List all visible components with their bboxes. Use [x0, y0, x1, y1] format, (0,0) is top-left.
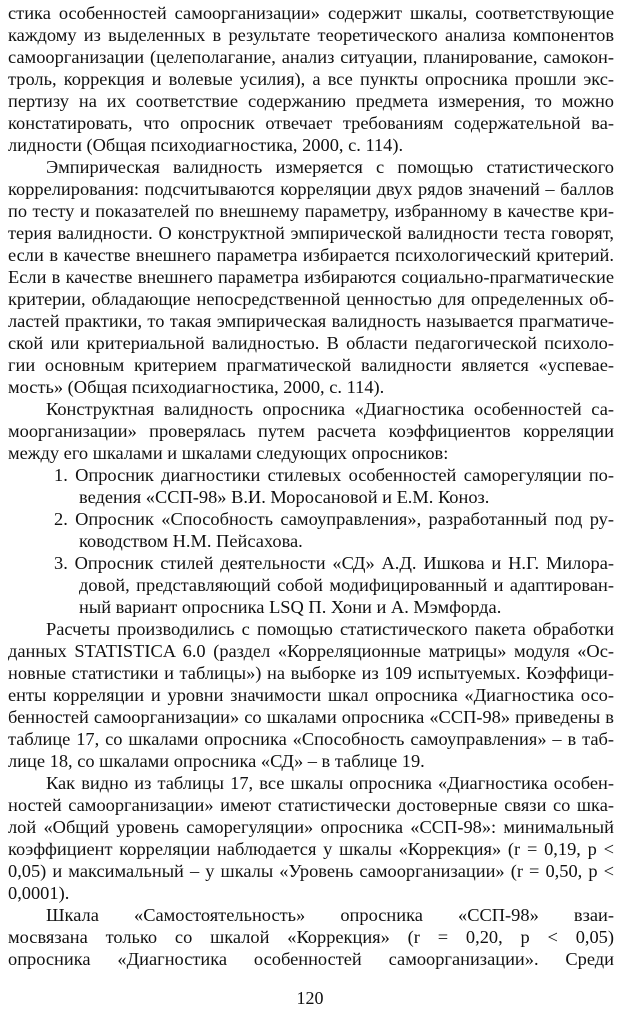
text-line: пертизу на их соответствие содержанию предмета измерения, то можно [8, 91, 614, 111]
text-line: 0,0001). [8, 883, 70, 903]
list-item-continuation: ведения «ССП-98» В.И. Моросановой и Е.М. Коноз. [79, 487, 490, 507]
text-line: ской или критериальной валидностью. В области педагогической психоло- [8, 333, 614, 353]
text-line: констатировать, что опросник отвечает требованиям содержательной ва- [8, 113, 614, 133]
text-line: ностей самоорганизации» имеют статистически достоверные связи со шка- [8, 795, 614, 815]
text-line: между его шкалами и шкалами следующих опросников: [8, 443, 449, 463]
text-line: каждому из выделенных в результате теоретического анализа компонентов [8, 25, 614, 45]
text-line: троль, коррекция и волевые усилия), а все пункты опросника прошли экс- [8, 69, 614, 89]
list-item-continuation: довой, представляющий собой модифицированный и адаптирован- [79, 575, 614, 595]
list-item: 1. Опросник диагностики стилевых особенностей саморегуляции по- [54, 465, 614, 485]
text-line: Если в качестве внешнего параметра избираются социально-прагматические [8, 267, 614, 287]
text-line: если в качестве внешнего параметра избирается психологический критерий. [8, 245, 614, 265]
text-line: Шкала «Самостоятельность» опросника «ССП-98» взаи- [46, 905, 614, 925]
text-line: ластей практики, то такая эмпирическая валидность называется прагматиче- [8, 311, 614, 331]
page-number: 120 [296, 988, 324, 1008]
text-line: гии основным критерием прагматической валидности является «успевае- [8, 355, 614, 375]
text-line: лице 18, со шкалами опросника «СД» – в таблице 19. [8, 751, 425, 771]
list-item-continuation: ководством Н.М. Пейсахова. [79, 531, 303, 551]
text-line: мость» (Общая психодиагностика, 2000, с. 114). [8, 377, 385, 397]
text-line: лидности (Общая психодиагностика, 2000, с. 114). [8, 135, 404, 155]
text-line: Конструктная валидность опросника «Диагностика особенностей са- [46, 399, 614, 419]
text-line: Расчеты производились с помощью статистического пакета обработки [46, 619, 614, 639]
list-item-continuation: ный вариант опросника LSQ П. Хони и А. Мэмфорда. [79, 597, 502, 617]
text-line: Как видно из таблицы 17, все шкалы опросника «Диагностика особен- [46, 773, 614, 793]
text-line: терия валидности. О конструктной эмпирической валидности теста говорят, [8, 223, 614, 243]
text-line: Эмпирическая валидность измеряется с помощью статистического [46, 157, 614, 177]
text-line: по тесту и показателей по внешнему параметру, избранному в качестве кри- [8, 201, 614, 221]
text-line: моорганизации» проверялась путем расчета коэффициентов корреляции [8, 421, 614, 441]
text-line: мосвязана только со шкалой «Коррекция» (r = 0,20, p < 0,05) [8, 927, 614, 947]
text-line: самоорганизации (целеполагание, анализ ситуации, планирование, самокон- [8, 47, 614, 67]
text-line: стика особенностей самоорганизации» содержит шкалы, соответствующие [8, 3, 614, 23]
text-line: критерии, обладающие непосредственной ценностью для определенных об- [8, 289, 614, 309]
text-line: енты корреляции и уровни значимости шкал опросника «Диагностика осо- [8, 685, 614, 705]
text-line: лой «Общий уровень саморегуляции» опросника «ССП-98»: минимальный [8, 817, 614, 837]
list-item: 3. Опросник стилей деятельности «СД» А.Д. Ишкова и Н.Г. Милора- [54, 553, 614, 573]
text-line: коэффициент корреляции наблюдается у шкалы «Коррекция» (r = 0,19, p < [8, 839, 614, 859]
text-line: опросника «Диагностика особенностей самоорганизации». Среди [8, 949, 614, 969]
text-line: бенностей самоорганизации» со шкалами опросника «ССП-98» приведены в [8, 707, 614, 727]
text-line: 0,05) и максимальный – у шкалы «Уровень самоорганизации» (r = 0,50, p < [8, 861, 614, 881]
text-line: новные статистики и таблицы») на выборке из 109 испытуемых. Коэффици- [8, 663, 614, 683]
text-line: данных STATISTICA 6.0 (раздел «Корреляционные матрицы» модуля «Ос- [8, 641, 614, 661]
text-line: таблице 17, со шкалами опросника «Способность самоуправления» – в таб- [8, 729, 614, 749]
list-item: 2. Опросник «Способность самоуправления», разработанный под ру- [54, 509, 614, 529]
text-line: коррелирования: подсчитываются корреляции двух рядов значений – баллов [8, 179, 614, 199]
